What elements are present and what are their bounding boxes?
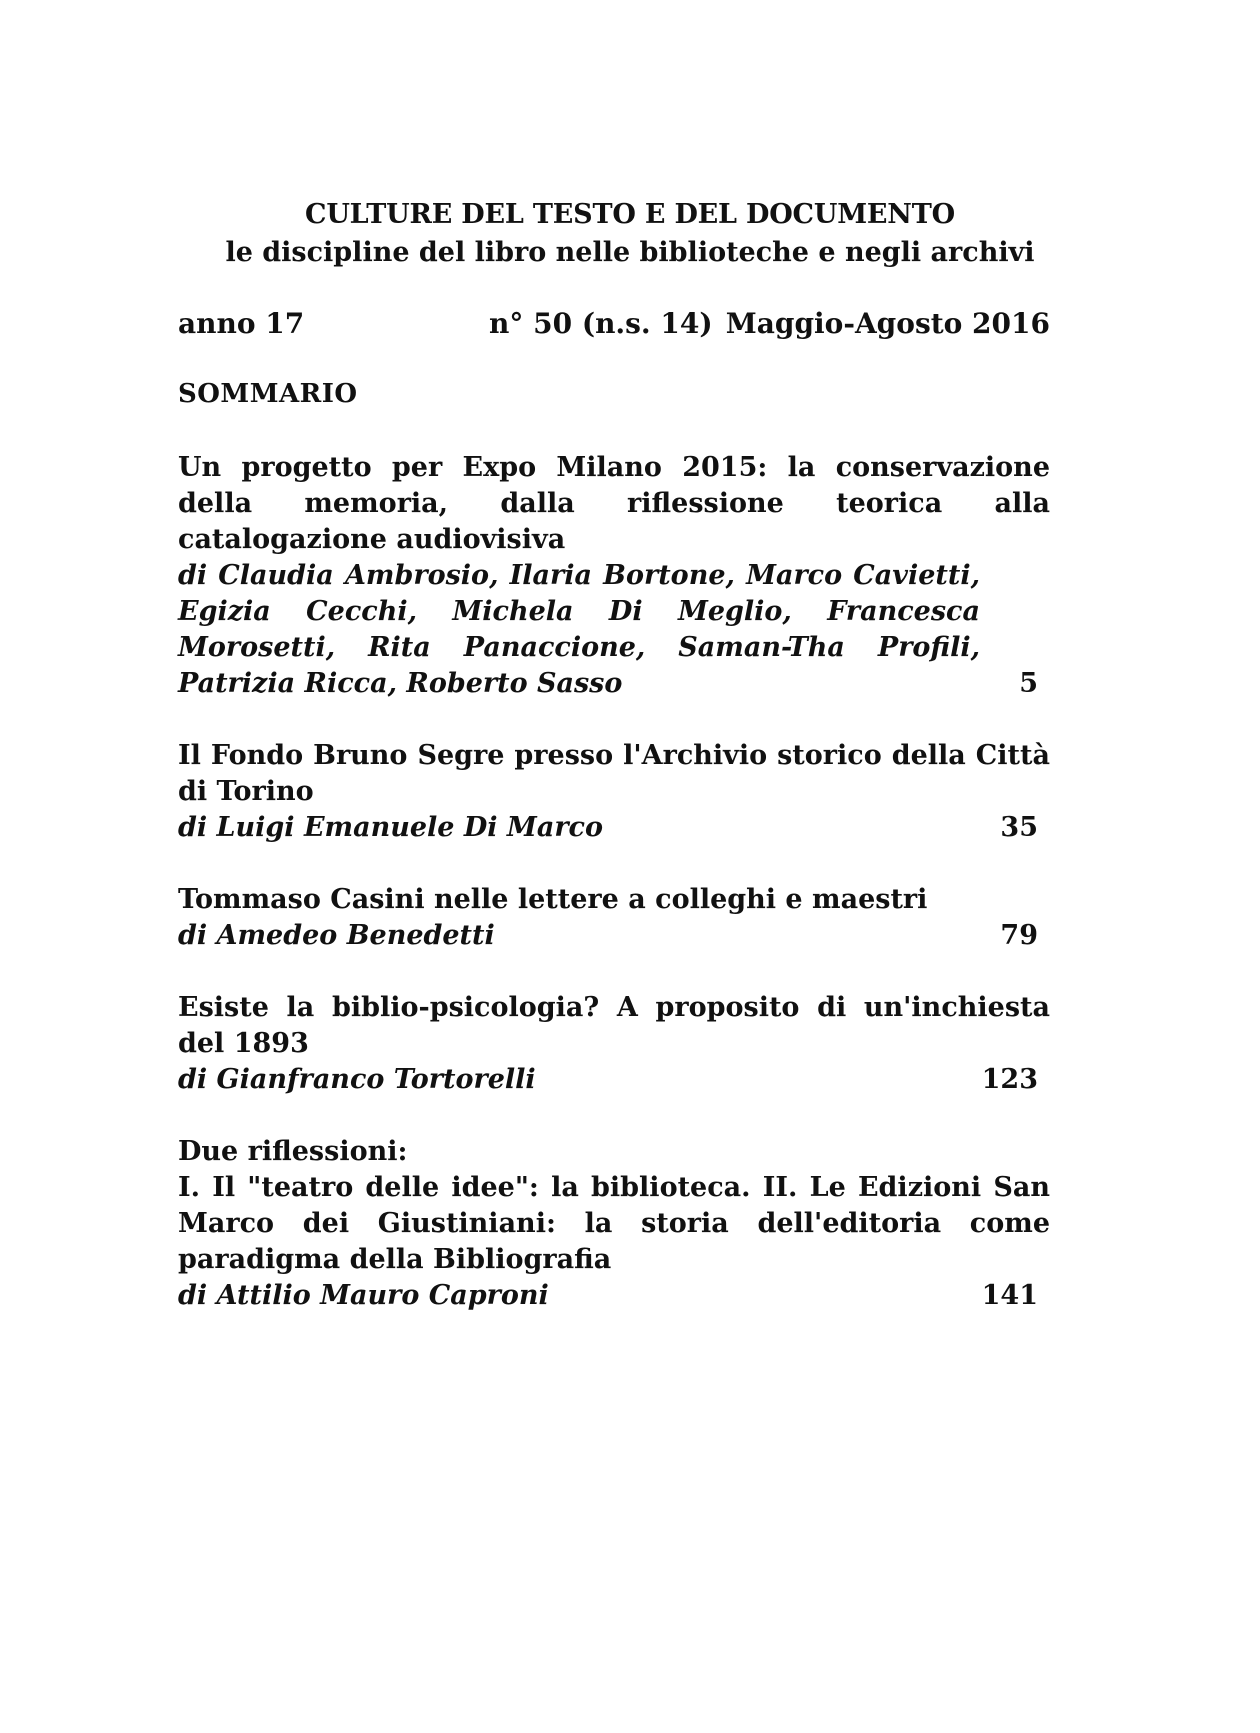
entry-title: Tommaso Casini nelle lettere a colleghi e maestri <box>178 884 928 915</box>
table-of-contents <box>178 450 1050 1350</box>
entry-title: Un progetto per Expo Milano 2015: la conservazione della memoria, dalla riflessione teorica alla catalogazione audiovisiva <box>178 452 1050 555</box>
entry-authors: di Gianfranco Tortorelli <box>178 1064 536 1095</box>
entry-authors: di Amedeo Benedetti <box>178 920 495 951</box>
toc-entry <box>178 990 1050 1098</box>
issue-year: anno 17 <box>178 307 305 340</box>
entry-page-number: 123 <box>981 1064 1038 1095</box>
entry-authors-row <box>178 810 1050 846</box>
entry-title: I. Il "teatro delle idee": la biblioteca. II. Le Edizioni San Marco dei Giustiniani: la storia dell'editoria come paradigma della Bibliografia <box>178 1172 1050 1275</box>
entry-authors: di Claudia Ambrosio, Ilaria Bortone, Marco Cavietti, Egizia Cecchi, Michela Di Meglio, Francesca Morosetti, Rita Panaccione, Saman-Tha Profili, Patrizia Ricca, Roberto Sasso <box>178 560 980 699</box>
entry-title: Il Fondo Bruno Segre presso l'Archivio storico della Città di Torino <box>178 740 1050 807</box>
entry-page-number: 35 <box>1000 812 1038 843</box>
issue-info <box>178 307 1050 341</box>
entry-authors: di Luigi Emanuele Di Marco <box>178 812 603 843</box>
toc-entry <box>178 450 1050 702</box>
journal-title: CULTURE DEL TESTO E DEL DOCUMENTO <box>305 199 955 230</box>
entry-authors-row <box>178 558 1050 702</box>
entry-authors-row <box>178 1062 1050 1098</box>
toc-entry <box>178 1134 1050 1314</box>
entry-title: Esiste la biblio-psicologia? A proposito di un'inchiesta del 1893 <box>178 992 1050 1059</box>
journal-subtitle: le discipline del libro nelle biblioteche e negli archivi <box>225 237 1035 268</box>
entry-authors-row <box>178 918 1050 954</box>
toc-entry <box>178 738 1050 846</box>
entry-page-number: 79 <box>1000 920 1038 951</box>
entry-page-number: 141 <box>981 1280 1038 1311</box>
contents-heading: SOMMARIO <box>178 379 358 409</box>
entry-page-number: 5 <box>1019 668 1038 699</box>
entry-authors: di Attilio Mauro Caproni <box>178 1280 549 1311</box>
entry-authors-row <box>178 1278 1050 1314</box>
toc-entry <box>178 882 1050 954</box>
issue-period: Maggio-Agosto 2016 <box>725 307 1050 340</box>
entry-kicker: Due riflessioni: <box>178 1136 408 1167</box>
issue-number: n° 50 (n.s. 14) <box>489 307 713 340</box>
